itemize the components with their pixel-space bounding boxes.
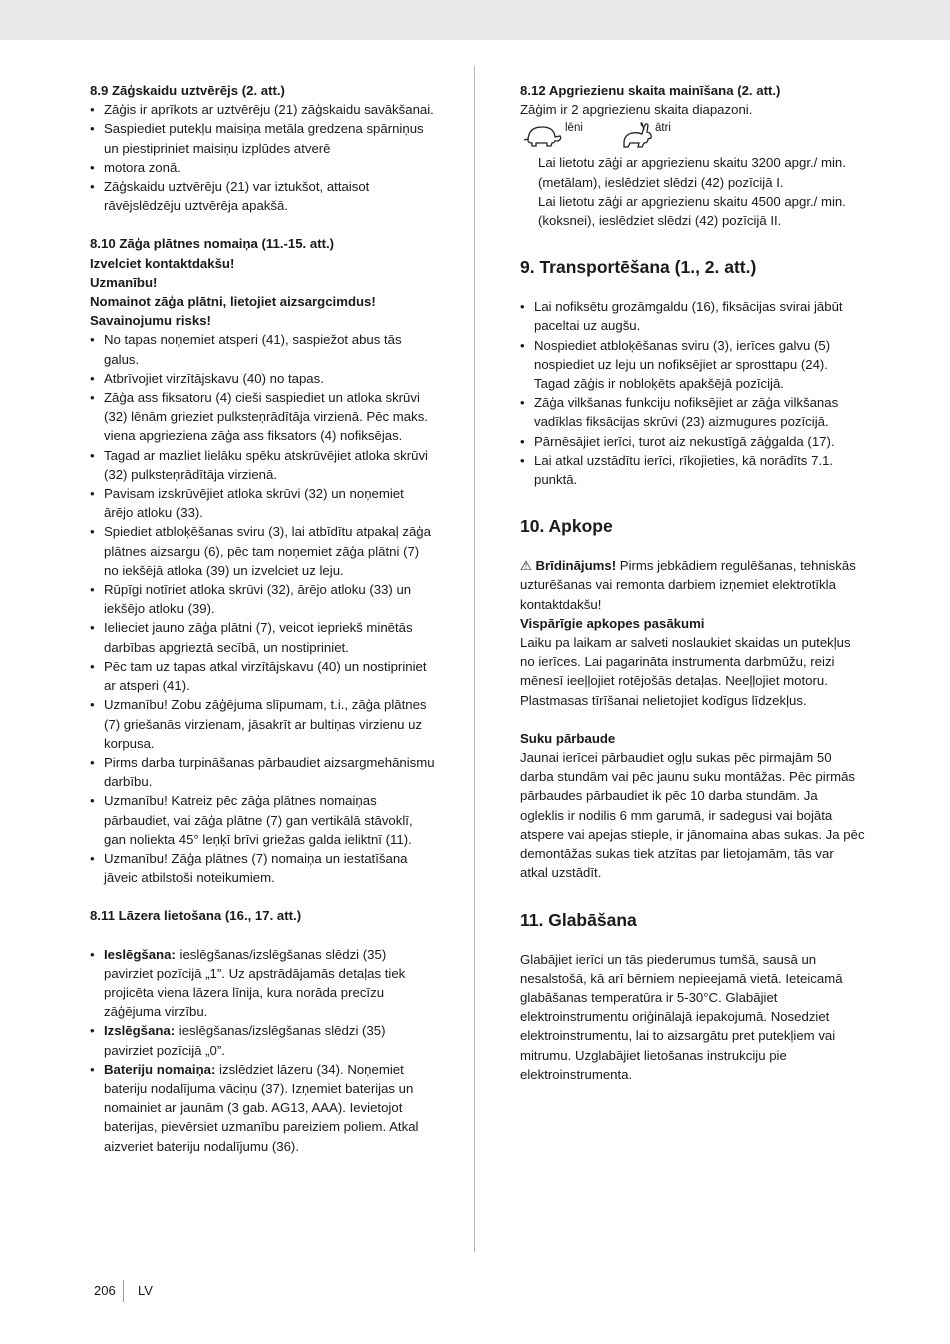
list-item — [90, 1060, 435, 1156]
section-8-11-list — [90, 945, 435, 1156]
speed-paragraph-metal: Lai lietotu zāģi ar apgriezienu skaitu 3200 apgr./ min. (metālam), ieslēdziet slēdzi (42) pozīcijā I. — [538, 155, 846, 190]
item-label: Bateriju nomaiņa: — [104, 1061, 216, 1077]
general-maintenance-title: Vispārīgie apkopes pasākumi — [520, 615, 705, 631]
item-label: Izslēgšana: — [104, 1023, 176, 1039]
list-item: • Pirms darba turpināšanas pārbaudiet aizsargmehānismu darbību. — [90, 753, 435, 791]
brush-check-paragraph: Jaunai ierīcei pārbaudiet ogļu sukas pēc pirmajām 50 darba stundām vai pēc jaunu suku montāžas. Pēc pirmās pārbaudes pārbaudiet ik pēc 10 darba stundām. Ja ogleklis ir nodilis 6 mm garumā, ir sadegusi vai bojāta atspere vai apejas stieple, ir jānomaina abas sukas. Ja pēc demontāžas sukas tiek atzītas par lietojamām, tās var atkal uzstādīt. — [520, 750, 865, 881]
section-8-12-title: 8.12 Apgriezienu skaita mainīšana (2. att.) — [520, 83, 781, 98]
list-item: • Zāģis ir aprīkots ar uztvērēju (21) zāģskaidu savākšanai. — [90, 100, 435, 119]
list-item: • Pavisam izskrūvējiet atloka skrūvi (32) un noņemiet ārējo atloku (33). — [90, 484, 435, 522]
top-header-bar — [0, 0, 950, 40]
list-item — [90, 1021, 435, 1059]
fast-label: ātri — [655, 122, 671, 135]
warning-icon: ⚠ — [520, 558, 532, 574]
section-8-9-list — [90, 100, 435, 215]
maintenance-warning — [520, 556, 865, 614]
column-divider — [474, 66, 475, 1252]
brush-check-title: Suku pārbaude — [520, 730, 616, 746]
list-item: • Rūpīgi notīriet atloka skrūvi (32), ārējo atloku (33) un iekšējo atloku (39). — [90, 580, 435, 618]
list-item: • Uzmanību! Zobu zāģējuma slīpumam, t.i., zāģa plātnes (7) griešanās virzienam, jāsakrīt ar bultiņas virzienu uz korpusa. — [90, 695, 435, 753]
slow-label: lēni — [565, 122, 583, 135]
page-number: 206 — [94, 1283, 116, 1298]
list-item: • Pēc tam uz tapas atkal virzītājskavu (40) un nostipriniet ar atsperi (41). — [90, 657, 435, 695]
list-item: • Atbrīvojiet virzītājskavu (40) no tapas. — [90, 369, 435, 388]
turtle-icon — [522, 121, 562, 149]
item-text: ieslēgšanas/izslēgšanas slēdzi (35) pavirziet pozīcijā „1”. Uz apstrādājamās detaļas tiek projicēta viena lāzera līnija, kura norāda precīzu zāģējuma virzību. — [104, 946, 406, 1020]
language-code: LV — [138, 1283, 153, 1298]
section-9-heading: 9. Transportēšana (1., 2. att.) — [520, 257, 757, 278]
warning-unplug: Izvelciet kontaktdakšu! — [90, 255, 235, 271]
section-9-list — [520, 297, 865, 489]
list-item: • Tagad ar mazliet lielāku spēku atskrūvējiet atloka skrūvi (32) pulksteņrādītāja virzienā. — [90, 446, 435, 484]
rabbit-icon — [620, 121, 654, 149]
speed-icons-row — [520, 119, 865, 153]
general-maintenance-paragraph: Laiku pa laikam ar salveti noslaukiet skaidas un putekļus no ierīces. Lai pagarināta instrumenta darbmūžu, reizi mēnesī ieeļļojiet rotējošās detaļas. Neeļļojiet motoru. — [520, 635, 851, 689]
list-item: • motora zonā. — [90, 158, 435, 177]
section-8-12-intro: Zāģim ir 2 apgriezienu skaita diapazoni. — [520, 102, 753, 118]
section-8-10-title: 8.10 Zāģa plātnes nomaiņa (11.-15. att.) — [90, 236, 335, 252]
left-column — [90, 81, 435, 1156]
item-text: izslēdziet lāzeru (34). Noņemiet bateriju nodalījuma vāciņu (37). Izņemiet baterijas un nomainiet ar jaunām (3 gab. AG13, AAA). Ievietojot baterijas, pievērsiet uzmanību pareiziem poliem. Atkal aizveriet bateriju nodalījumu (36). — [104, 1061, 419, 1154]
storage-paragraph: Glabājiet ierīci un tās piederumus tumšā, sausā un nesalstošā, kā arī bērniem nepieejamā vietā. Ieteicamā glabāšanas temperatūra ir 5-30°C. Glabājiet elektroinstrumentu oriģinālajā iepakojumā. Nosedziet elektroinstrumentu, lai to aizsargātu pret putekļiem vai mitrumu. Uzglabājiet lietošanas instrukciju pie elektroinstrumenta. — [520, 951, 843, 1082]
warning-attention: Uzmanību! — [90, 274, 158, 290]
list-item: • No tapas noņemiet atsperi (41), saspiežot abus tās galus. — [90, 330, 435, 368]
list-item: • Pārnēsājiet ierīci, turot aiz nekustīgā zāģgalda (17). — [520, 432, 865, 451]
right-column — [520, 81, 865, 1084]
section-8-10-list — [90, 330, 435, 887]
warning-label: Brīdinājums! — [535, 558, 617, 574]
list-item: • Lai nofiksētu grozāmgaldu (16), fiksācijas svirai jābūt paceltai uz augšu. — [520, 297, 865, 335]
section-8-11-title: 8.11 Lāzera lietošana (16., 17. att.) — [90, 908, 302, 924]
list-item: • Zāģa ass fiksatoru (4) cieši saspiediet un atloka skrūvi (32) lēnām grieziet pulksteņrādītāja virzienā. Pēc maks. viena apgrieziena zāģa ass fiksators (4) nofiksējas. — [90, 388, 435, 446]
section-8-9-title: 8.9 Zāģskaidu uztvērējs (2. att.) — [90, 83, 285, 98]
warning-text: Pirms jebkādiem regulēšanas, tehniskās uzturēšanas vai remonta darbiem izņemiet elektrotīkla kontaktdakšu! — [520, 558, 856, 612]
list-item: • Spiediet atbloķēšanas sviru (3), lai atbīdītu atpakaļ zāģa plātnes aizsargu (6), pēc tam noņemiet zāģa plātni (7) no iekšējā atloka (39) un izvelciet uz leju. — [90, 522, 435, 580]
warning-gloves: Nomainot zāģa plātni, lietojiet aizsargcimdus! Savainojumu risks! — [90, 294, 376, 329]
plastic-cleaning-note: Plastmasas tīrīšanai nelietojiet kodīgus līdzekļus. — [520, 692, 807, 708]
list-item: • Uzmanību! Katreiz pēc zāģa plātnes nomaiņas pārbaudiet, vai zāģa plātne (7) gan vertikālā stāvoklī, gan noliekta 45° leņķī brīvi griežas galda ieliktnī (11). — [90, 791, 435, 849]
section-10-heading: 10. Apkope — [520, 516, 613, 537]
list-item: • Uzmanību! Zāģa plātnes (7) nomaiņa un iestatīšana jāveic atbilstoši noteikumiem. — [90, 849, 435, 887]
list-item: • Nospiediet atbloķēšanas sviru (3), ierīces galvu (5) nospiediet uz leju un nofiksējiet ar sprosttapu (24). Tagad zāģis ir nobloķēts apakšējā pozīcijā. — [520, 336, 865, 394]
section-11-heading: 11. Glabāšana — [520, 909, 637, 930]
list-item — [90, 945, 435, 1022]
footer-separator — [123, 1280, 124, 1302]
list-item: • Zāģskaidu uztvērēju (21) var iztukšot, attaisot rāvējslēdzēju uztvērēja apakšā. — [90, 177, 435, 215]
list-item: • Ielieciet jauno zāģa plātni (7), veicot iepriekš minētās darbības apgrieztā secībā, un nostipriniet. — [90, 618, 435, 656]
item-text: ieslēgšanas/izslēgšanas slēdzi (35) pavirziet pozīcijā „0”. — [104, 1023, 386, 1058]
speed-paragraph-wood: Lai lietotu zāģi ar apgriezienu skaitu 4500 apgr./ min. (koksnei), ieslēdziet slēdzi (42) pozīcijā II. — [538, 193, 846, 229]
list-item: • Zāģa vilkšanas funkciju nofiksējiet ar zāģa vilkšanas vadīklas fiksācijas skrūvi (23) aizmugures pozīcijā. — [520, 393, 865, 431]
list-item: • Lai atkal uzstādītu ierīci, rīkojieties, kā norādīts 7.1. punktā. — [520, 451, 865, 489]
item-label: Ieslēgšana: — [104, 946, 176, 962]
list-item: • Saspiediet putekļu maisiņa metāla gredzena spārniņus un piestipriniet maisiņu izplūdes atverē — [90, 119, 435, 157]
